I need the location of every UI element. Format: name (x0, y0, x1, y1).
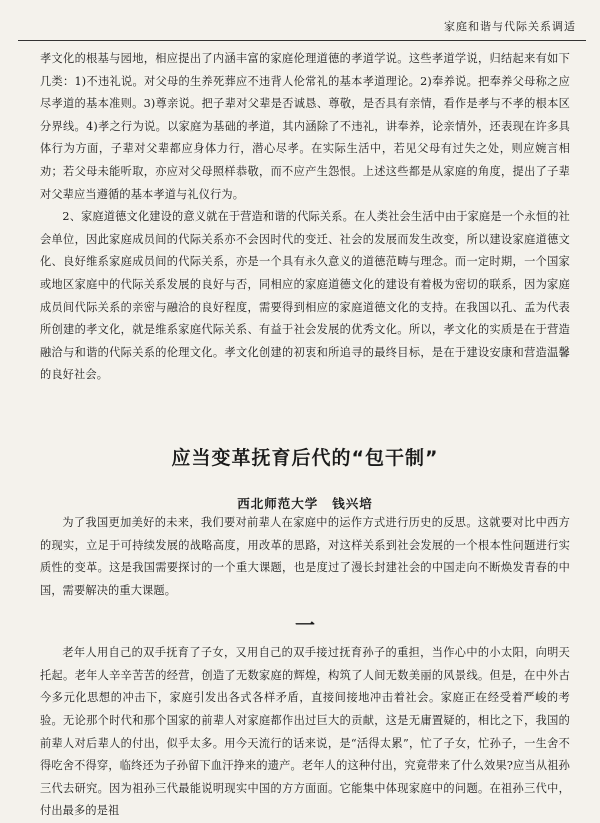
article-title: 应当变革抚育后代的“包干制” (171, 446, 439, 469)
page-content (40, 48, 570, 818)
section-number: 一 (295, 613, 315, 638)
body-paragraph-1: 孝文化的根基与园地，相应提出了内涵丰富的家庭伦理道德的孝道学说。这些孝道学说，归结起来有如下几类：1)不违礼说。对父母的生养死葬应不违背人伦常礼的基本孝道理论。2)奉养说。把奉养父母称之应尽孝道的基本准则。3)尊亲说。把子辈对父辈是否诚恳、尊敬，是否具有亲情，看作是孝与不孝的根本区分界线。4)孝之行为说。以家庭为基础的孝道，其内涵除了不违礼，讲奉养，论亲情外，还表现在许多具体行为方面，子辈对父辈都应身体力行，潜心尽孝。在实际生活中，若见父母有过失之处，则应婉言相劝；若父母未能听取，亦应对父母照样恭敬，而不应产生怨恨。上述这些都是从家庭的角度，提出了子辈对父辈应当遵循的基本孝道与礼仪行为。 (40, 52, 570, 201)
byline (40, 494, 570, 512)
running-head-title: 家庭和谐与代际关系调适 (444, 20, 576, 33)
article-intro: 为了我国更加美好的未来，我们要对前辈人在家庭中的运作方式进行历史的反思。这就要对比中西方的现实，立足于可持续发展的战略高度，用改革的思路，对这样关系到社会发展的一个根本性问题进行实质性的变革。这是我国需要探讨的一个重大课题，也是度过了漫长封建社会的中国走向不断焕发青春的中国，需要解决的重大课题。 (40, 515, 570, 597)
section-paragraph: 老年人用自己的双手抚育了子女，又用自己的双手接过抚育孙子的重担，当作心中的小太阳，向明天托起。老年人辛辛苦苦的经营，创造了无数家庭的辉煌，构筑了人间无数美丽的风景线。但是，在中外古今多元化思想的冲击下，家庭引发出各式各样矛盾，直接间接地冲击着社会。家庭正在经受着严峻的考验。无论那个时代和那个国家的前辈人对家庭都作出过巨大的贡献，这是无庸置疑的，相比之下，我国的前辈人对后辈人的付出，似乎太多。用今天流行的话来说，是“活得太累”，忙了子女，忙孙子，一生舍不得吃舍不得穿，临终还为子孙留下血汗挣来的遗产。老年人的这种付出，究竟带来了什么效果?应当从祖孙三代去研究。因为祖孙三代最能说明现实中国的方方面面。它能集中体现家庭中的问题。在祖孙三代中，付出最多的是祖 (40, 646, 570, 818)
running-header (18, 14, 586, 41)
body-paragraph-2: 2、家庭道德文化建设的意义就在于营造和谐的代际关系。在人类社会生活中由于家庭是一个永恒的社会单位，因此家庭成员间的代际关系亦不会因时代的变迁、社会的发展而发生改变，所以建设家庭道德文化、良好维系家庭成员间的代际关系，亦是一个具有永久意义的道德范畴与理念。而一定时期，一个国家或地区家庭中的代际关系发展的良好与否，同相应的家庭道德文化的建设有着极为密切的联系，因为家庭成员间代际关系的亲密与融洽的良好程度，需要得到相应的家庭道德文化的支持。在我国以孔、孟为代表所创建的孝文化，就是维系家庭代际关系、有益于社会发展的优秀文化。所以，孝文化的实质是在于营造融洽与和谐的代际关系的伦理文化。孝文化创建的初衷和所追寻的最终目标，是在于建设安康和营造温馨的良好社会。 (40, 210, 570, 382)
author-name: 钱兴培 (332, 495, 373, 511)
author-institution: 西北师范大学 (237, 495, 319, 511)
